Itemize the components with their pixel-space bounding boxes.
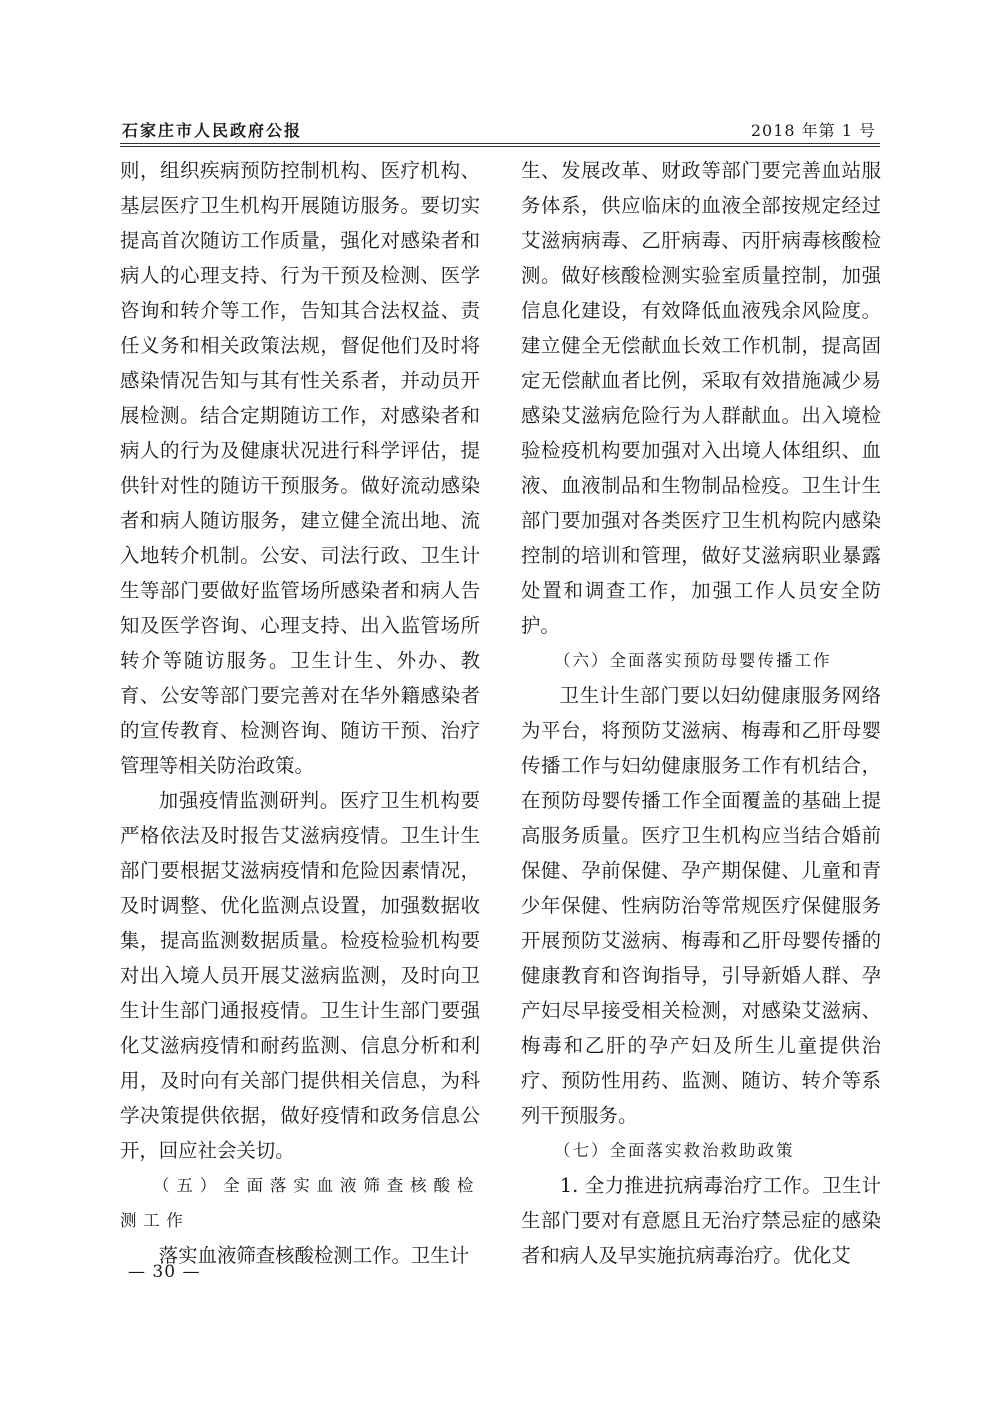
paragraph: 卫生计生部门要以妇幼健康服务网络为平台，将预防艾滋病、梅毒和乙肝母婴传播工作与妇幼健康服务工作有机结合，在预防母婴传播工作全面覆盖的基础上提高服务质量。医疗卫生机构应当结合婚前保健、孕前保健、孕产期保健、儿童和青少年保健、性病防治等常规医疗保健服务开展预防艾滋病、梅毒和乙肝母婴传播的健康教育和咨询指导，引导新婚人群、孕产妇尽早接受相关检测，对感染艾滋病、梅毒和乙肝的孕产妇及所生儿童提供治疗、预防性用药、监测、随访、转介等系列干预服务。 xyxy=(521,684,881,1127)
paragraph: 落实血液筛查核酸检测工作。卫生计 xyxy=(158,1244,470,1267)
header-rule-thin xyxy=(120,146,880,147)
paragraph: 生、发展改革、财政等部门要完善血站服务体系，供应临床的血液全部按规定经过艾滋病病毒、乙肝病毒、丙肝病毒核酸检测。做好核酸检测实验室质量控制，加强信息化建设，有效降低血液残余风险度。建立健全无偿献血长效工作机制，提高固定无偿献血者比例，采取有效措施减少易感染艾滋病危险行为人群献血。出入境检验检疫机构要加强对入出境人体组织、血液、血液制品和生物制品检疫。卫生计生部门要加强对各类医疗卫生机构院内感染控制的培训和管理，做好艾滋病职业暴露处置和调查工作，加强工作人员安全防护。 xyxy=(521,159,881,637)
publication-title: 石家庄市人民政府公报 xyxy=(122,121,303,140)
paragraph: 1. 全力推进抗病毒治疗工作。卫生计生部门要对有意愿且无治疗禁忌症的感染者和病人及早实施抗病毒治疗。优化艾 xyxy=(521,1174,881,1267)
issue-number: 2018 年第 1 号 xyxy=(750,121,876,140)
right-column xyxy=(521,153,881,1273)
page-header xyxy=(120,118,880,144)
paragraph: 加强疫情监测研判。医疗卫生机构要严格依法及时报告艾滋病疫情。卫生计生部门要根据艾滋病疫情和危险因素情况，及时调整、优化监测点设置，加强数据收集，提高监测数据质量。检疫检验机构要对出入境人员开展艾滋病监测，及时向卫生计生部门通报疫情。卫生计生部门要强化艾滋病疫情和耐药监测、信息分析和利用，及时向有关部门提供相关信息，为科学决策提供依据，做好疫情和政务信息公开，回应社会关切。 xyxy=(120,789,480,1162)
section-heading: （六）全面落实预防母婴传播工作 xyxy=(554,651,832,670)
left-column xyxy=(120,153,480,1273)
header-rule-thick xyxy=(120,143,880,144)
section-heading: （七）全面落实救治救助政策 xyxy=(554,1141,795,1160)
paragraph: 则，组织疾病预防控制机构、医疗机构、基层医疗卫生机构开展随访服务。要切实提高首次随访工作质量，强化对感染者和病人的心理支持、行为干预及检测、医学咨询和转介等工作，告知其合法权益、责任义务和相关政策法规，督促他们及时将感染情况告知与其有性关系者，并动员开展检测。结合定期随访工作，对感染者和病人的行为及健康状况进行科学评估，提供针对性的随访干预服务。做好流动感染者和病人随访服务，建立健全流出地、流入地转介机制。公安、司法行政、卫生计生等部门要做好监管场所感染者和病人告知及医学咨询、心理支持、出入监管场所转介等随访服务。卫生计生、外办、教育、公安等部门要完善对在华外籍感染者的宣传教育、检测咨询、随访干预、治疗管理等相关防治政策。 xyxy=(120,159,480,777)
section-heading: （五）全面落实血液筛查核酸检测工作 xyxy=(120,1176,480,1230)
page-number: — 30 — xyxy=(128,1262,201,1282)
